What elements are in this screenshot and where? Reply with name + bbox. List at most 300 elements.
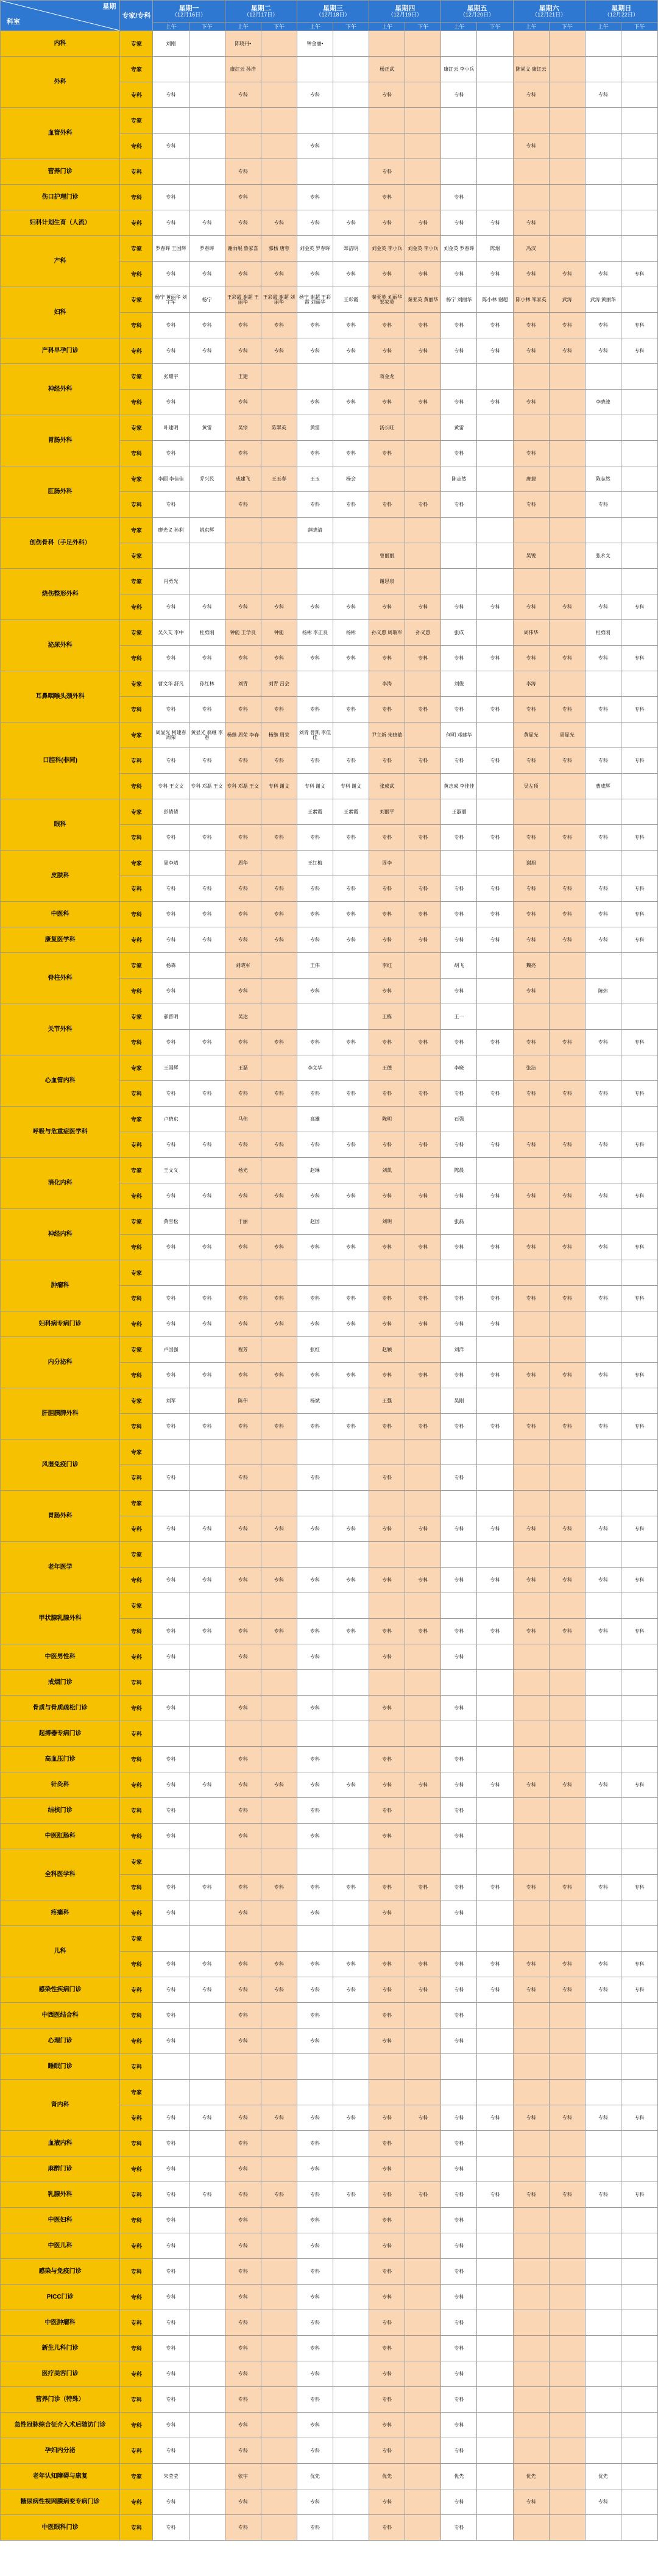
schedule-cell: 专科 xyxy=(153,2259,189,2285)
schedule-cell: 专科 xyxy=(153,2105,189,2131)
doctor-type: 专家 xyxy=(120,518,153,543)
schedule-cell: 专科 xyxy=(441,1414,477,1440)
schedule-cell: 专科 xyxy=(549,1977,585,2003)
schedule-cell: 黄显光 翁继 李春 xyxy=(189,722,225,748)
schedule-cell xyxy=(549,2361,585,2387)
schedule-cell xyxy=(153,2080,189,2105)
schedule-cell xyxy=(405,1337,441,1363)
schedule-cell xyxy=(585,2080,621,2105)
schedule-cell xyxy=(549,1465,585,1491)
schedule-cell: 李文华 xyxy=(297,1055,333,1081)
schedule-cell: 专科 xyxy=(441,2105,477,2131)
schedule-cell xyxy=(585,1542,621,1568)
schedule-cell: 专科 xyxy=(189,1952,225,1977)
header-pm: 下午 xyxy=(333,23,369,31)
doctor-type: 专科 xyxy=(120,2285,153,2310)
schedule-cell: 专科 xyxy=(549,1772,585,1798)
doctor-type: 专科 xyxy=(120,1772,153,1798)
schedule-cell: 专科 xyxy=(297,2285,333,2310)
schedule-cell xyxy=(621,1388,657,1414)
schedule-cell: 专科 xyxy=(369,2285,405,2310)
schedule-cell xyxy=(477,799,513,825)
schedule-cell: 专科 xyxy=(585,697,621,722)
schedule-cell xyxy=(333,1644,369,1670)
schedule-cell xyxy=(477,415,513,441)
schedule-cell: 专科 xyxy=(153,2003,189,2028)
schedule-cell: 专科 xyxy=(513,1132,549,1158)
schedule-cell: 魏亮 xyxy=(513,953,549,979)
header-day xyxy=(441,1,513,23)
schedule-cell xyxy=(333,134,369,159)
schedule-cell xyxy=(585,2361,621,2387)
table-row xyxy=(1,2489,658,2515)
schedule-cell: 薛晓清 xyxy=(297,518,333,543)
doctor-type: 专家 xyxy=(120,57,153,82)
schedule-cell: 专科 xyxy=(261,1875,297,1900)
schedule-cell: 专科 xyxy=(225,2182,261,2208)
schedule-cell: 专科 xyxy=(441,2515,477,2541)
schedule-cell xyxy=(405,671,441,697)
schedule-cell: 专科 xyxy=(189,646,225,671)
schedule-cell: 专科 xyxy=(513,313,549,338)
doctor-type: 专家 xyxy=(120,2080,153,2105)
schedule-cell: 专科 xyxy=(369,82,405,108)
schedule-cell: 专科 xyxy=(441,825,477,851)
schedule-cell xyxy=(621,1158,657,1183)
schedule-cell: 李晓波 xyxy=(585,390,621,415)
schedule-cell xyxy=(333,2285,369,2310)
schedule-cell xyxy=(513,2515,549,2541)
schedule-cell: 专科 xyxy=(333,1030,369,1055)
schedule-cell xyxy=(189,2515,225,2541)
department-name: 产科早孕门诊 xyxy=(1,338,120,364)
schedule-cell: 专科 xyxy=(225,159,261,185)
department-name: 中医儿科 xyxy=(1,2233,120,2259)
schedule-cell xyxy=(405,364,441,390)
schedule-cell xyxy=(405,134,441,159)
schedule-cell: 专科 xyxy=(549,1183,585,1209)
schedule-cell xyxy=(405,1158,441,1183)
schedule-cell xyxy=(513,1440,549,1465)
schedule-cell xyxy=(621,134,657,159)
schedule-cell xyxy=(585,1107,621,1132)
schedule-cell xyxy=(549,851,585,876)
schedule-cell: 专科 xyxy=(369,1619,405,1644)
department-name: 伤口护理门诊 xyxy=(1,185,120,210)
schedule-cell: 专科 xyxy=(621,1030,657,1055)
schedule-cell xyxy=(333,518,369,543)
department-name: 戒烟门诊 xyxy=(1,1670,120,1696)
schedule-cell: 周李靖 xyxy=(153,851,189,876)
schedule-cell: 专科 xyxy=(405,697,441,722)
schedule-cell: 成建飞 xyxy=(225,466,261,492)
schedule-cell: 专科 xyxy=(513,748,549,774)
schedule-cell xyxy=(585,799,621,825)
schedule-cell: 专科 xyxy=(189,927,225,953)
schedule-cell: 孙红林 xyxy=(189,671,225,697)
schedule-cell xyxy=(585,1388,621,1414)
schedule-cell xyxy=(189,2131,225,2157)
schedule-cell xyxy=(225,1593,261,1619)
schedule-cell: 专科 xyxy=(153,1798,189,1824)
schedule-cell xyxy=(189,1440,225,1465)
schedule-cell xyxy=(333,57,369,82)
schedule-cell xyxy=(405,57,441,82)
department-name: 皮肤科 xyxy=(1,851,120,902)
header-pm: 下午 xyxy=(405,23,441,31)
schedule-cell: 汤长旺 xyxy=(369,415,405,441)
schedule-cell xyxy=(405,2080,441,2105)
schedule-cell: 专科 xyxy=(369,1696,405,1721)
doctor-type: 专科 xyxy=(120,1235,153,1260)
schedule-cell: 专科 xyxy=(441,262,477,287)
department-name: 肝胆胰脾外科 xyxy=(1,1388,120,1440)
doctor-type: 专家 xyxy=(120,415,153,441)
schedule-cell xyxy=(261,159,297,185)
department-name: 中医男性科 xyxy=(1,1644,120,1670)
schedule-cell xyxy=(189,1004,225,1030)
schedule-cell xyxy=(261,1644,297,1670)
schedule-cell: 陈尚文 康红云 xyxy=(513,57,549,82)
department-name: 妇科病专病门诊 xyxy=(1,1311,120,1337)
schedule-cell xyxy=(297,159,333,185)
schedule-cell: 专科 xyxy=(513,210,549,236)
schedule-cell xyxy=(621,159,657,185)
schedule-cell: 专科 xyxy=(333,313,369,338)
schedule-cell xyxy=(261,1593,297,1619)
schedule-cell xyxy=(477,2003,513,2028)
schedule-cell xyxy=(441,1440,477,1465)
schedule-cell xyxy=(477,31,513,57)
schedule-cell xyxy=(585,1670,621,1696)
schedule-cell xyxy=(513,2208,549,2233)
schedule-cell: 王建 xyxy=(225,364,261,390)
doctor-type: 专科 xyxy=(120,1311,153,1337)
schedule-cell xyxy=(477,1004,513,1030)
schedule-cell: 专科 xyxy=(441,313,477,338)
schedule-cell xyxy=(477,82,513,108)
header-day xyxy=(153,1,225,23)
department-name: 睡眠门诊 xyxy=(1,2054,120,2080)
schedule-cell: 专科 xyxy=(225,2259,261,2285)
schedule-cell: 专科 xyxy=(513,1619,549,1644)
schedule-cell xyxy=(261,2233,297,2259)
schedule-cell: 专科 xyxy=(621,1183,657,1209)
schedule-cell: 专科 xyxy=(153,1235,189,1260)
schedule-cell xyxy=(513,2413,549,2438)
table-row xyxy=(1,2310,658,2336)
table-row xyxy=(1,1849,658,1875)
schedule-cell: 专科 xyxy=(153,2515,189,2541)
schedule-cell: 专科 xyxy=(441,1132,477,1158)
schedule-cell xyxy=(261,1465,297,1491)
doctor-type: 专家 xyxy=(120,31,153,57)
schedule-cell xyxy=(261,2464,297,2489)
schedule-cell: 专科 xyxy=(297,134,333,159)
schedule-cell: 专科 xyxy=(297,2259,333,2285)
schedule-cell xyxy=(621,518,657,543)
doctor-type: 专科 xyxy=(120,2208,153,2233)
schedule-cell: 黄雪松 xyxy=(153,1209,189,1235)
doctor-type: 专家 xyxy=(120,1337,153,1363)
schedule-cell: 杨斌 xyxy=(297,1388,333,1414)
schedule-cell: 专科 xyxy=(585,1875,621,1900)
schedule-cell: 专科 xyxy=(153,876,189,902)
schedule-cell xyxy=(261,185,297,210)
schedule-cell: 杨会 xyxy=(333,466,369,492)
schedule-cell xyxy=(477,1491,513,1516)
schedule-cell: 专科 xyxy=(261,1952,297,1977)
schedule-cell: 专科 xyxy=(513,1875,549,1900)
schedule-cell xyxy=(261,134,297,159)
schedule-cell: 专科 xyxy=(405,1952,441,1977)
schedule-cell: 专科 xyxy=(513,2489,549,2515)
doctor-type: 专科 xyxy=(120,1363,153,1388)
schedule-cell: 专科 xyxy=(477,1977,513,2003)
schedule-cell: 专科 xyxy=(261,902,297,927)
schedule-cell xyxy=(261,1824,297,1849)
schedule-cell: 专科 xyxy=(189,1311,225,1337)
schedule-cell: 专科 xyxy=(153,902,189,927)
schedule-cell: 专科 xyxy=(441,2438,477,2464)
schedule-cell: 专科 xyxy=(333,262,369,287)
doctor-type: 专家 xyxy=(120,1849,153,1875)
table-row xyxy=(1,902,658,927)
schedule-cell: 刘金英 罗春晖 xyxy=(297,236,333,262)
schedule-cell: 朱莹莹 xyxy=(153,2464,189,2489)
schedule-cell: 专科 xyxy=(441,902,477,927)
doctor-type: 专家 xyxy=(120,1004,153,1030)
schedule-cell xyxy=(225,1491,261,1516)
schedule-cell xyxy=(333,979,369,1004)
department-name: 中医肛肠科 xyxy=(1,1824,120,1849)
schedule-cell: 专科 xyxy=(441,1081,477,1107)
schedule-cell xyxy=(225,108,261,134)
schedule-cell xyxy=(189,543,225,569)
schedule-cell: 专科 xyxy=(441,748,477,774)
schedule-cell: 专科 xyxy=(225,2361,261,2387)
schedule-cell xyxy=(621,441,657,466)
schedule-cell: 专科 xyxy=(333,646,369,671)
schedule-cell xyxy=(333,2438,369,2464)
schedule-cell: 专科 xyxy=(369,2182,405,2208)
schedule-cell xyxy=(189,57,225,82)
schedule-cell xyxy=(261,1055,297,1081)
schedule-cell: 专科 xyxy=(297,185,333,210)
schedule-cell: 刘洋 xyxy=(441,1337,477,1363)
schedule-cell xyxy=(513,31,549,57)
schedule-cell xyxy=(585,2515,621,2541)
schedule-cell: 专科 xyxy=(477,1235,513,1260)
schedule-cell xyxy=(189,185,225,210)
schedule-cell xyxy=(189,1388,225,1414)
schedule-cell: 专科 xyxy=(225,1286,261,1311)
schedule-cell: 专科 xyxy=(405,390,441,415)
schedule-cell: 专科 xyxy=(369,159,405,185)
schedule-cell: 专科 xyxy=(441,2310,477,2336)
schedule-cell xyxy=(477,1900,513,1926)
schedule-cell xyxy=(261,979,297,1004)
schedule-cell: 专科 xyxy=(333,1363,369,1388)
schedule-cell: 专科 xyxy=(225,2003,261,2028)
schedule-cell: 专科 xyxy=(297,2105,333,2131)
doctor-type: 专家 xyxy=(120,620,153,646)
schedule-cell: 专科 xyxy=(405,748,441,774)
schedule-cell: 专科 xyxy=(477,594,513,620)
schedule-cell xyxy=(405,1388,441,1414)
department-name: 甲状腺乳腺外科 xyxy=(1,1593,120,1644)
schedule-cell xyxy=(189,2054,225,2080)
schedule-cell: 专科 xyxy=(477,1286,513,1311)
schedule-cell xyxy=(189,2310,225,2336)
doctor-type: 专家 xyxy=(120,1593,153,1619)
schedule-cell xyxy=(621,2413,657,2438)
header-day xyxy=(513,1,585,23)
schedule-cell: 吴左顶 xyxy=(513,774,549,799)
schedule-cell: 专科 xyxy=(153,2028,189,2054)
schedule-cell: 专科 xyxy=(225,2515,261,2541)
schedule-cell xyxy=(261,2028,297,2054)
doctor-type: 专科 xyxy=(120,1977,153,2003)
schedule-cell xyxy=(261,1542,297,1568)
table-row xyxy=(1,364,658,390)
schedule-cell: 优先 xyxy=(585,2464,621,2489)
schedule-cell xyxy=(549,134,585,159)
schedule-cell: 专科 xyxy=(585,82,621,108)
schedule-cell: 专科 xyxy=(153,1568,189,1593)
schedule-cell xyxy=(297,2080,333,2105)
schedule-cell: 专科 xyxy=(585,1414,621,1440)
table-row xyxy=(1,518,658,543)
schedule-cell xyxy=(405,1721,441,1747)
schedule-cell: 专科 xyxy=(513,979,549,1004)
header-day-name: 星期五 xyxy=(467,4,487,12)
schedule-cell xyxy=(585,364,621,390)
schedule-cell: 专科 xyxy=(621,697,657,722)
schedule-cell xyxy=(189,159,225,185)
schedule-cell xyxy=(477,1388,513,1414)
department-name: 脊柱外科 xyxy=(1,953,120,1004)
schedule-cell: 王玉春 xyxy=(261,466,297,492)
schedule-cell xyxy=(153,543,189,569)
schedule-cell: 专科 xyxy=(441,876,477,902)
schedule-cell: 专科 xyxy=(369,2413,405,2438)
doctor-type: 专家 xyxy=(120,1107,153,1132)
schedule-cell xyxy=(477,57,513,82)
schedule-cell xyxy=(261,1721,297,1747)
schedule-cell: 专科 xyxy=(441,2387,477,2413)
table-row xyxy=(1,2233,658,2259)
schedule-cell xyxy=(189,108,225,134)
schedule-cell xyxy=(189,2208,225,2233)
schedule-cell: 专科 xyxy=(153,1516,189,1542)
schedule-cell xyxy=(189,1055,225,1081)
schedule-cell: 专科 xyxy=(153,1644,189,1670)
schedule-cell: 专科 xyxy=(549,1030,585,1055)
schedule-cell: 专科 xyxy=(477,1952,513,1977)
schedule-cell xyxy=(441,31,477,57)
table-row xyxy=(1,31,658,57)
schedule-cell xyxy=(405,1644,441,1670)
schedule-cell xyxy=(621,1209,657,1235)
schedule-cell: 张成武 xyxy=(369,774,405,799)
schedule-cell xyxy=(621,2285,657,2310)
schedule-cell xyxy=(261,1004,297,1030)
schedule-cell: 专科 xyxy=(333,902,369,927)
doctor-type: 专科 xyxy=(120,2157,153,2182)
schedule-cell xyxy=(297,1721,333,1747)
schedule-cell: 专科 xyxy=(153,1414,189,1440)
schedule-cell xyxy=(405,518,441,543)
schedule-cell xyxy=(261,2413,297,2438)
schedule-cell xyxy=(621,1670,657,1696)
doctor-type: 专科 xyxy=(120,1132,153,1158)
schedule-cell xyxy=(261,2003,297,2028)
schedule-cell: 专科 xyxy=(189,338,225,364)
schedule-cell xyxy=(585,1465,621,1491)
schedule-cell: 专科 xyxy=(333,1311,369,1337)
table-row xyxy=(1,2208,658,2233)
department-name: 心理门诊 xyxy=(1,2028,120,2054)
table-row xyxy=(1,927,658,953)
table-row xyxy=(1,2438,658,2464)
schedule-cell xyxy=(621,2233,657,2259)
schedule-cell xyxy=(585,1337,621,1363)
schedule-cell: 专科 xyxy=(297,2361,333,2387)
schedule-cell xyxy=(333,2054,369,2080)
table-row xyxy=(1,1824,658,1849)
schedule-cell xyxy=(621,1491,657,1516)
schedule-cell: 肖勇光 xyxy=(153,569,189,594)
table-row xyxy=(1,2387,658,2413)
schedule-cell xyxy=(405,108,441,134)
schedule-cell: 专科 xyxy=(369,2028,405,2054)
schedule-cell: 罗春晖 王国辉 xyxy=(153,236,189,262)
schedule-cell: 专科 xyxy=(621,825,657,851)
schedule-cell: 专科 xyxy=(585,1030,621,1055)
schedule-cell xyxy=(621,722,657,748)
schedule-cell: 张成 xyxy=(441,620,477,646)
schedule-cell xyxy=(513,2233,549,2259)
schedule-cell xyxy=(405,415,441,441)
schedule-cell xyxy=(513,185,549,210)
schedule-cell xyxy=(549,2131,585,2157)
schedule-cell: 专科 xyxy=(549,646,585,671)
schedule-cell xyxy=(189,2285,225,2310)
schedule-cell: 专科 xyxy=(153,2489,189,2515)
schedule-cell xyxy=(621,1107,657,1132)
schedule-cell: 专科 xyxy=(585,1568,621,1593)
table-row xyxy=(1,1670,658,1696)
schedule-cell xyxy=(549,57,585,82)
schedule-cell xyxy=(261,2310,297,2336)
schedule-cell: 专科 xyxy=(477,1619,513,1644)
schedule-cell xyxy=(261,2515,297,2541)
schedule-cell: 专科 xyxy=(585,1081,621,1107)
schedule-cell: 专科 xyxy=(297,1183,333,1209)
department-name: 内科 xyxy=(1,31,120,57)
schedule-cell: 专科 xyxy=(297,1132,333,1158)
schedule-cell xyxy=(549,2054,585,2080)
schedule-cell xyxy=(261,108,297,134)
schedule-cell xyxy=(621,774,657,799)
schedule-cell xyxy=(297,1849,333,1875)
schedule-cell: 专科 xyxy=(585,1183,621,1209)
schedule-cell: 专科 xyxy=(621,2105,657,2131)
schedule-cell: 专科 xyxy=(513,1516,549,1542)
schedule-cell: 专科 xyxy=(333,338,369,364)
table-row xyxy=(1,1388,658,1414)
